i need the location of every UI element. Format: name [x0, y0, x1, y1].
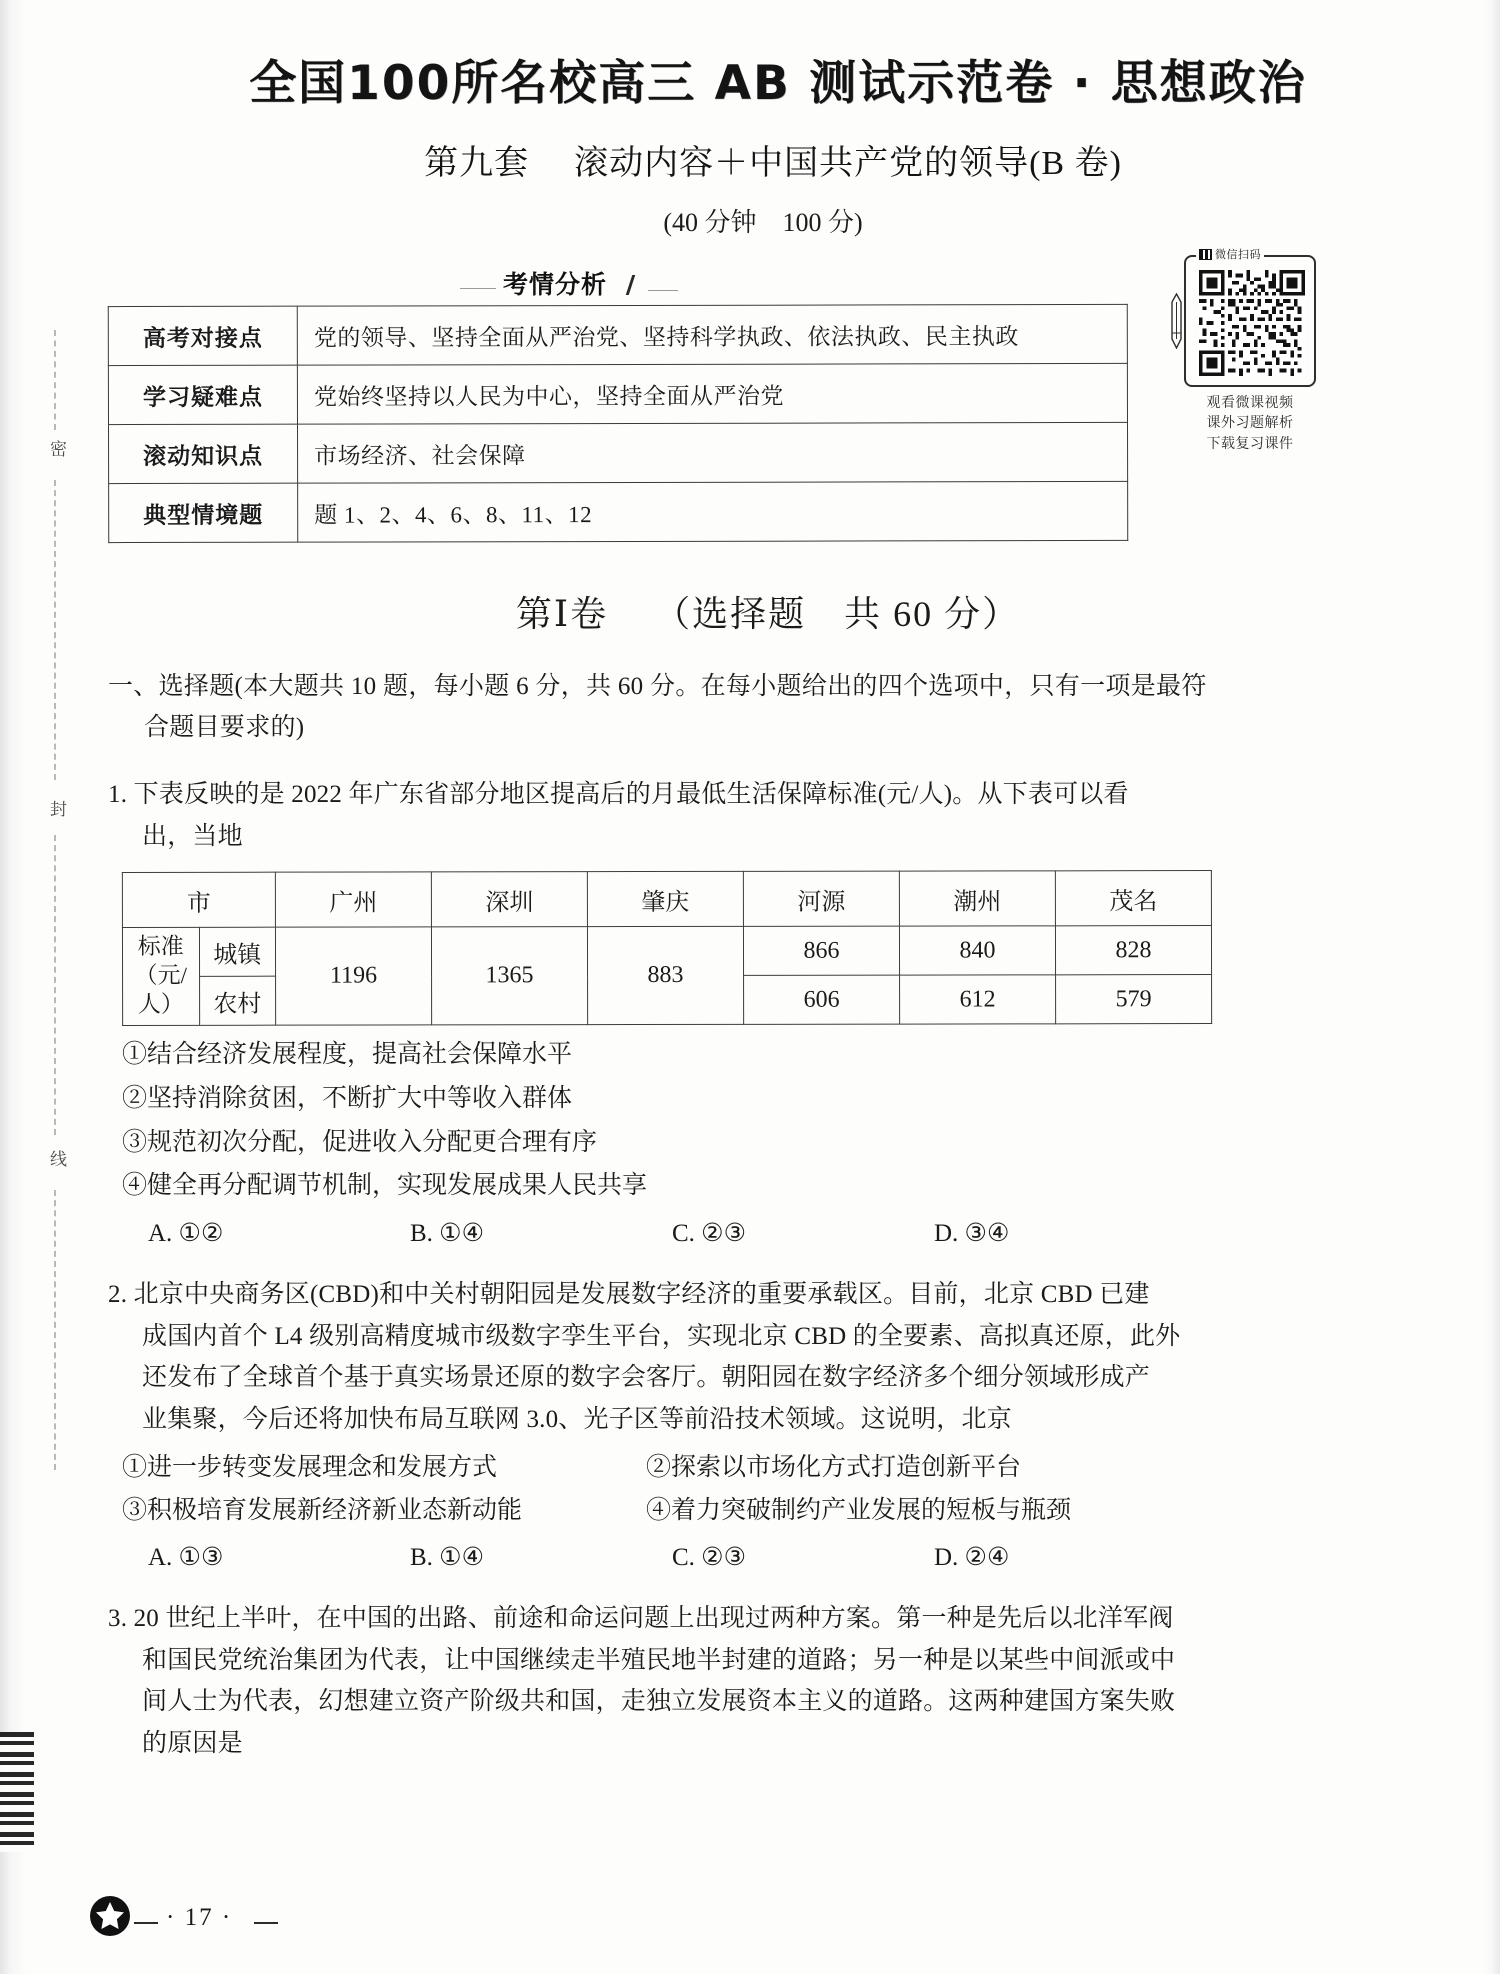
seal-mark-mi: 密 — [47, 440, 66, 459]
seal-mark-feng: 封 — [47, 800, 66, 819]
col-header-shenzhen: 深圳 — [431, 872, 587, 927]
analysis-table — [108, 304, 1128, 543]
analysis-key-2: 滚动知识点 — [109, 424, 298, 483]
question-2-statement-2: ②探索以市场化方式打造创新平台 — [646, 1454, 1022, 1481]
subtitle-topic: 滚动内容＋中国共产党的领导(B 卷) — [574, 145, 1122, 182]
scan-barcode-smudge — [0, 1732, 34, 1852]
question-1-choice-d[interactable]: D. ③④ — [934, 1220, 1010, 1247]
question-3 — [108, 1598, 1408, 1764]
question-1-stem-1: 下表反映的是 2022 年广东省部分地区提高后的月最低生活保障标准(元/人)。从下表可以看 — [133, 781, 1129, 808]
table-row — [109, 422, 1128, 483]
col-header-guangzhou: 广州 — [275, 872, 431, 927]
question-2-stem-2: 成国内首个 L4 级别高精度城市级数字孪生平台，实现北京 CBD 的全要素、高拟真还原，此外 — [142, 1322, 1181, 1350]
footer-rule-left — [134, 1922, 158, 1924]
qr-code-image[interactable] — [1199, 270, 1305, 376]
table-row — [109, 481, 1128, 542]
volume-detail: （选择题 共 60 分） — [654, 594, 1021, 634]
col-header-chaozhou: 潮州 — [899, 871, 1055, 926]
question-1-line1 — [108, 774, 1408, 816]
question-1-statement-2: ②坚持消除贫困，不断扩大中等收入群体 — [122, 1084, 573, 1112]
question-2-statement-1: ①进一步转变发展理念和发展方式 — [122, 1454, 498, 1481]
qr-caption-2: 课外习题解析 — [1206, 416, 1294, 432]
analysis-tick-icon — [626, 275, 649, 295]
row-sublabel-rural: 农村 — [199, 976, 276, 1025]
section-instructions — [108, 667, 1408, 748]
question-3-stem-3: 间人士为代表，幻想建立资产阶级共和国，走独立发展资本主义的道路。这两种建国方案失败 — [142, 1688, 1176, 1715]
qr-caption-3: 下载复习课件 — [1206, 436, 1294, 452]
question-1-number: 1. — [108, 781, 128, 808]
analysis-value-0: 党的领导、坚持全面从严治党、坚持科学执政、依法执政、民主执政 — [297, 304, 1127, 365]
qr-caption-1: 观看微课视频 — [1206, 396, 1294, 411]
cell-heyuan-rural: 606 — [744, 975, 900, 1024]
question-2-statements — [122, 1446, 1408, 1532]
table-header-row — [122, 871, 1211, 928]
question-3-number: 3. — [108, 1605, 128, 1632]
analysis-value-2: 市场经济、社会保障 — [298, 422, 1128, 483]
qr-badge — [1196, 246, 1264, 262]
question-1-choice-a[interactable]: A. ①② — [148, 1220, 224, 1247]
analysis-key-0: 高考对接点 — [108, 306, 297, 365]
question-2-stem-4: 业集聚，今后还将加快布局互联网 3.0、光子区等前沿技术领域。这说明，北京 — [142, 1405, 1012, 1433]
question-2-choice-c[interactable]: C. ②③ — [672, 1544, 746, 1571]
time-and-score: (40 分钟 100 分) — [663, 208, 863, 237]
question-1-choice-c[interactable]: C. ②③ — [672, 1220, 746, 1247]
cell-zhaoqing-merged: 883 — [587, 926, 743, 1024]
question-1-choice-b[interactable]: B. ①④ — [410, 1220, 484, 1247]
table-corner-label: 市 — [122, 872, 275, 927]
analysis-rule-left — [460, 288, 496, 289]
question-2-choice-b[interactable]: B. ①④ — [410, 1544, 484, 1571]
row-label-standard-line2: （元/人） — [134, 962, 188, 1017]
page-footer — [108, 1892, 1408, 1948]
subsistence-standard-table — [122, 870, 1212, 1026]
question-1-statement-1: ①结合经济发展程度，提高社会保障水平 — [122, 1041, 573, 1068]
col-header-heyuan: 河源 — [743, 871, 899, 926]
row-label-standard-line1: 标准 — [137, 934, 184, 960]
page-title: 全国100所名校高三 AB 测试示范卷 · 思想政治 — [249, 56, 1307, 111]
page-number: · 17 · — [166, 1904, 233, 1931]
binding-dash-1 — [54, 330, 57, 430]
question-2-statement-row-2 — [122, 1489, 1408, 1532]
question-3-stem-2: 和国民党统治集团为代表，让中国继续走半殖民地半封建的道路；另一种是以某些中间派或中 — [142, 1646, 1176, 1674]
publisher-logo-icon — [88, 1894, 132, 1938]
pencil-icon — [1170, 293, 1183, 349]
question-1-statement-3: ③规范初次分配，促进收入分配更合理有序 — [122, 1128, 598, 1156]
binding-dash-2 — [54, 480, 57, 780]
seal-mark-xian: 线 — [47, 1150, 66, 1169]
qr-frame — [1184, 248, 1316, 387]
scan-edge-right — [1482, 0, 1500, 1974]
cell-shenzhen-merged: 1365 — [431, 927, 587, 1025]
question-1-stem-2: 出，当地 — [142, 822, 243, 850]
analysis-key-3: 典型情境题 — [109, 483, 298, 542]
binding-dash-3 — [54, 835, 57, 1135]
col-header-maoming: 茂名 — [1055, 871, 1211, 926]
question-2 — [108, 1274, 1408, 1440]
analysis-value-1: 党始终坚持以人民为中心，坚持全面从严治党 — [297, 363, 1127, 424]
question-2-statement-3: ③积极培育发展新经济新业态新动能 — [122, 1497, 523, 1524]
section-instructions-line2: 合题目要求的) — [144, 713, 305, 741]
col-header-zhaoqing: 肇庆 — [587, 871, 743, 926]
paper-subtitle — [108, 135, 1408, 184]
analysis-value-3: 题 1、2、4、6、8、11、12 — [298, 481, 1128, 542]
question-2-stem-3: 还发布了全球首个基于真实场景还原的数字会客厅。朝阳园在数字经济多个细分领域形成产 — [142, 1364, 1151, 1391]
question-2-statement-row-1 — [122, 1446, 1408, 1489]
cell-chaozhou-urban: 840 — [899, 926, 1055, 975]
table-row — [108, 304, 1127, 365]
wechat-qr-block[interactable] — [1175, 248, 1325, 455]
cell-chaozhou-rural: 612 — [900, 975, 1056, 1024]
question-3-stem-1: 20 世纪上半叶，在中国的出路、前途和命运问题上出现过两种方案。第一种是先后以北洋军阀 — [133, 1605, 1174, 1632]
row-label-standard — [122, 927, 199, 1025]
question-2-stem-1: 北京中央商务区(CBD)和中关村朝阳园是发展数字经济的重要承载区。目前，北京 CBD 已建 — [133, 1281, 1150, 1308]
cell-heyuan-urban: 866 — [743, 926, 899, 975]
scan-edge-left — [0, 0, 26, 1974]
volume-label: 第Ⅰ卷 — [515, 594, 609, 634]
binding-dash-4 — [54, 1190, 57, 1470]
wechat-logo-icon — [1199, 249, 1212, 260]
footer-rule-right — [254, 1922, 278, 1924]
question-3-stem-4: 的原因是 — [142, 1729, 243, 1757]
question-2-line1 — [108, 1274, 1408, 1316]
qr-badge-text: 微信扫码 — [1215, 248, 1261, 261]
analysis-rule-right — [648, 290, 678, 291]
analysis-label: 考情分析 — [503, 270, 608, 299]
cell-maoming-rural: 579 — [1056, 975, 1212, 1024]
section-instructions-line1: 一、选择题(本大题共 10 题，每小题 6 分，共 60 分。在每小题给出的四个选项中，只有一项是最符 — [108, 673, 1207, 700]
analysis-key-1: 学习疑难点 — [108, 365, 297, 424]
section-heading-volume-1 — [108, 586, 1408, 637]
question-1-choices — [148, 1218, 1408, 1248]
row-sublabel-urban: 城镇 — [199, 927, 276, 976]
question-2-choices — [148, 1542, 1408, 1572]
qr-captions — [1175, 394, 1325, 455]
question-2-choice-a[interactable]: A. ①③ — [148, 1544, 224, 1571]
binding-seal-column — [38, 330, 72, 1490]
question-2-choice-d[interactable]: D. ②④ — [934, 1544, 1010, 1571]
question-1 — [108, 774, 1408, 857]
question-2-statement-4: ④着力突破制约产业发展的短板与瓶颈 — [646, 1497, 1072, 1524]
question-1-statement-4: ④健全再分配调节机制，实现发展成果人民共享 — [122, 1172, 648, 1200]
question-1-table-wrap — [122, 871, 1408, 1025]
cell-maoming-urban: 828 — [1055, 926, 1211, 975]
table-row-urban — [122, 926, 1211, 977]
question-3-line1 — [108, 1598, 1408, 1640]
subtitle-set: 第九套 — [424, 145, 530, 182]
question-1-statements — [122, 1033, 1408, 1208]
table-row — [108, 363, 1127, 424]
question-2-number: 2. — [108, 1281, 128, 1308]
cell-guangzhou-merged: 1196 — [275, 927, 431, 1025]
